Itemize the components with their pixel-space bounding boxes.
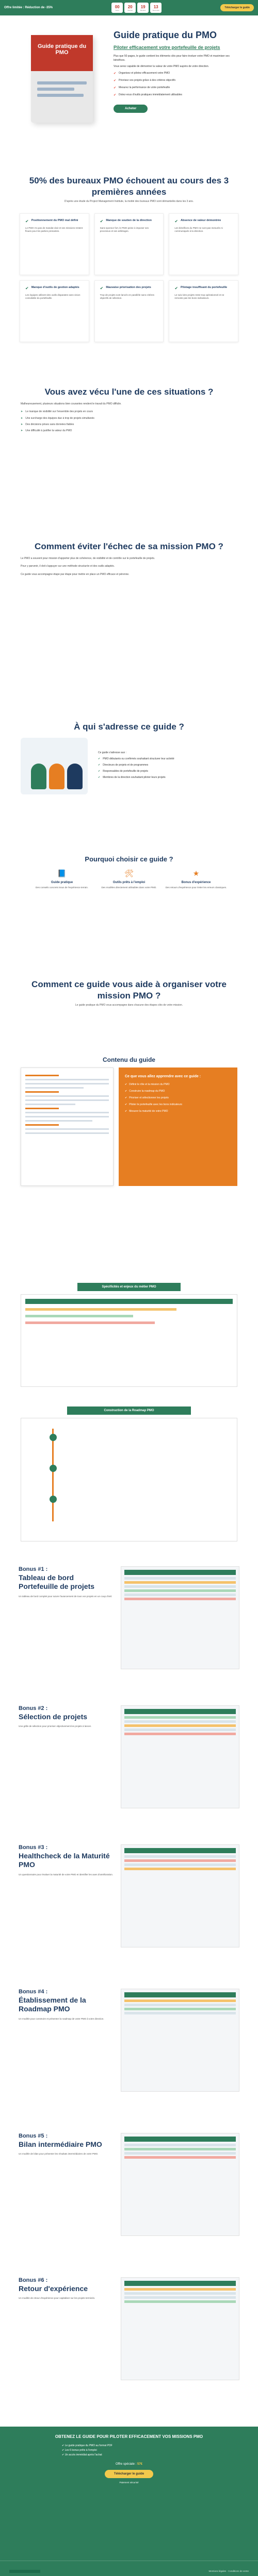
section-banner: Spécificités et enjeux du métier PMO: [77, 1283, 181, 1291]
check-icon: ✔: [98, 776, 101, 779]
bullet-item: ➤ Des décisions prises sans données fiables: [21, 422, 74, 426]
bonus-card: Bonus #4 : Établissement de la Roadmap PMO Un modèle pour construire et présenter la roadmap de votre PMO à votre direction.: [0, 1989, 258, 2133]
bonus-preview: [121, 2133, 239, 2236]
audience-item: ✔ Membres de la direction souhaitant piloter leurs projets: [98, 776, 166, 779]
reason-card: ✔ Pilotage insuffisant du portefeuille Le suivi des projets reste trop opérationnel et ne remonte pas les bons indicateurs.: [169, 280, 238, 342]
check-icon: ✔: [125, 1083, 127, 1087]
check-icon: ✔: [100, 285, 104, 291]
toc-document-preview: [21, 1067, 114, 1186]
specifics-preview: [21, 1294, 237, 1387]
check-icon: ✔: [174, 218, 179, 224]
bonus-preview: [121, 1705, 239, 1808]
final-item: ✔ Le guide pratique du PMO au format PDF: [62, 2444, 112, 2448]
roadmap-preview: [21, 1418, 237, 1541]
star-icon: ★: [192, 869, 200, 877]
buy-button[interactable]: Acheter: [114, 105, 148, 113]
bonus-card: Bonus #2 : Sélection de projets Une grille de sélection pour prioriser objectivement les projets à lancer.: [0, 1705, 258, 1844]
hero-subtitle: Piloter efficacement votre portefeuille de projets: [114, 45, 220, 50]
bonus-card: Bonus #6 : Retour d'expérience Un modèle de retour d'expérience pour capitaliser sur les projets terminés.: [0, 2277, 258, 2421]
check-icon: ✔: [98, 764, 101, 767]
book-cover-image: Guide pratique du PMO: [21, 30, 103, 143]
audience-item: ✔ PMO débutants ou confirmés souhaitant structurer leur activité: [98, 757, 174, 761]
section-banner: Construction de la Roadmap PMO: [67, 1406, 191, 1415]
tools-icon: 🛠: [124, 869, 134, 877]
check-icon: ✔: [98, 757, 101, 761]
check-item: ✔ Mesurez la performance de votre portefeuille: [114, 86, 170, 90]
arrow-icon: ➤: [21, 429, 23, 433]
situations-section: [0, 386, 258, 541]
bonus-preview: [121, 1566, 239, 1669]
failure-title: Comment éviter l'échec de sa mission PMO ?: [35, 541, 223, 551]
organize-section: [0, 979, 258, 1056]
check-icon: ✔: [25, 218, 29, 224]
final-title: OBTENEZ LE GUIDE POUR PILOTER EFFICACEMENT VOS MISSIONS PMO: [55, 2434, 203, 2439]
hero-section: [0, 15, 258, 170]
organize-sub: Le guide pratique du PMO vous accompagne dans chacune des étapes clés de votre mission.: [75, 1004, 183, 1007]
timer-minutes: 19 Minutes: [137, 3, 149, 13]
why-section: [0, 855, 258, 979]
situations-title: Vous avez vécu l'une de ces situations ?: [44, 387, 214, 397]
check-icon: ✔: [25, 285, 29, 291]
stats-sub: D'après une étude du Project Management Institute, la moitié des bureaux PMO sont démantelés dans les 3 ans.: [64, 200, 194, 204]
roadmap-section: [0, 1406, 258, 1561]
audience-section: À qui s'adresse ce guide ? Ce guide s'adresse aux : ✔ PMO débutants ou confirmés souhaitant structurer leur activité ✔ Directeurs de projets et de programmes ✔ Responsables de portefeuille de projets ✔ Membres de la direction souhaitant piloter leurs projets: [0, 721, 258, 855]
topbar-cta-button[interactable]: Télécharger le guide: [220, 4, 254, 11]
bullet-item: ➤ Le manque de visibilité sur l'ensemble des projets en cours: [21, 410, 93, 414]
reason-card: ✔ Manque de soutien de la direction Sans sponsor fort, le PMO peine à imposer ses processus et ses arbitrages.: [94, 213, 164, 275]
bullet-item: ➤ Une surcharge des équipes due à trop de projets simultanés: [21, 416, 94, 420]
timer-days: 00 Jours: [111, 3, 123, 13]
toc-highlight-panel: Ce que vous allez apprendre avec ce guide : ✔ Définir le rôle et la mission du PMO ✔ Construire la roadmap du PMO ✔ Prioriser et sélectionner les projets ✔ Piloter le portefeuille avec les bons indicateurs ✔ Mesurer la maturité de votre PMO: [119, 1067, 237, 1186]
check-icon: ✔: [125, 1103, 127, 1107]
book-icon: 📘: [57, 869, 67, 877]
check-item: ✔ Priorisez vos projets grâce à des critères objectifs: [114, 79, 176, 82]
timer-seconds: 13 Secondes: [150, 3, 162, 13]
offer-text: Offre limitée : Réduction de -35%: [4, 6, 53, 9]
final-item: ✔ Les 6 bonus prêts à l'emploi: [62, 2449, 97, 2452]
reason-card: ✔ Absence de valeur démontrée Les bénéfices du PMO ne sont pas mesurés ni communiqués à la direction.: [169, 213, 238, 275]
check-icon: ✔: [114, 87, 117, 90]
check-icon: ✔: [125, 1090, 127, 1093]
why-title: Pourquoi choisir ce guide ?: [85, 855, 173, 863]
toc-section: [0, 1056, 258, 1283]
why-col: 📘 Guide pratique Des conseils concrets issus de l'expérience terrain.: [31, 869, 93, 890]
audience-title: À qui s'adresse ce guide ?: [74, 722, 184, 732]
hero-title: Guide pratique du PMO: [114, 30, 217, 40]
final-download-button[interactable]: Télécharger le guide: [105, 2470, 153, 2478]
timer-hours: 20 Heures: [124, 3, 136, 13]
hero-checklist: [114, 72, 237, 98]
check-icon: ✔: [114, 79, 117, 82]
arrow-icon: ➤: [21, 422, 23, 426]
footer: [0, 2561, 258, 2576]
check-item: ✔ Organisez et pilotez efficacement votre PMO: [114, 72, 170, 75]
bonuses-section: [0, 1561, 258, 2427]
why-col: ★ Bonus d'expérience Des retours d'expérience pour éviter les erreurs classiques.: [165, 869, 227, 889]
bonus-preview: [121, 1844, 239, 1947]
bonus-card: Bonus #5 : Bilan intermédiaire PMO Un modèle de bilan pour présenter les résultats intermédiaires de votre PMO.: [0, 2133, 258, 2277]
check-item: ✔ Dotez-vous d'outils pratiques immédiatement utilisables: [114, 93, 182, 97]
organize-title: Comment ce guide vous aide à organiser votre mission PMO ?: [31, 979, 227, 1001]
secure-payment-note: Paiement sécurisé: [119, 2481, 139, 2484]
footer-links[interactable]: Mentions légales · Conditions de vente: [208, 2570, 249, 2572]
countdown-timer: [111, 3, 162, 13]
situations-intro: Malheureusement, plusieurs situations bien courantes rendent le travail du PMO difficile.: [21, 402, 122, 406]
arrow-icon: ➤: [21, 416, 23, 420]
check-icon: ✔: [125, 1096, 127, 1100]
reason-card: ✔ Manque d'outils de gestion adaptés Les équipes utilisent des outils disparates sans vision consolidée du portefeuille.: [20, 280, 89, 342]
check-icon: ✔: [174, 285, 179, 291]
bullet-item: ➤ Une difficulté à justifier la valeur du PMO: [21, 429, 72, 433]
audience-item: ✔ Responsables de portefeuille de projets: [98, 770, 149, 773]
check-icon: ✔: [100, 218, 104, 224]
stats-title: 50% des bureaux PMO échouent au cours des 3 premières années: [29, 176, 229, 197]
check-icon: ✔: [62, 2453, 65, 2457]
bonus-preview: [121, 2277, 239, 2380]
bonus-preview: [121, 1989, 239, 2092]
reason-card: ✔ Positionnement du PMO mal défini Le PMO n'a pas de mandat clair et ses missions restent floues pour les parties prenantes.: [20, 213, 89, 275]
bonus-card: Bonus #1 : Tableau de bord Portefeuille de projets Un tableau de bord complet pour suivre l'avancement de tous vos projets en un coup d'œil.: [0, 1566, 258, 1705]
final-item: ✔ Un accès immédiat après l'achat: [62, 2453, 102, 2457]
why-col: 🛠 Outils prêts à l'emploi Des modèles directement utilisables dans votre PMO.: [98, 869, 160, 890]
hero-paragraph: Plus que 50 pages, le guide contient les éléments clés pour faire évoluer votre PMO et maximiser ses bénéfices.: [114, 55, 230, 62]
toc-title: Contenu du guide: [103, 1056, 155, 1063]
hero-paragraph: Vous serez capable de démontrer la valeur de votre PMO auprès de votre direction.: [114, 65, 209, 68]
final-list: [62, 2444, 196, 2458]
check-icon: ✔: [114, 94, 117, 97]
arrow-icon: ➤: [21, 410, 23, 414]
stats-section: [0, 170, 258, 386]
specifics-section: [0, 1283, 258, 1406]
bonus-card: Bonus #3 : Healthcheck de la Maturité PMO Un questionnaire pour évaluer la maturité de votre PMO et identifier les axes d'amélioration.: [0, 1844, 258, 1989]
check-icon: ✔: [62, 2449, 65, 2452]
reason-card: ✔ Mauvaise priorisation des projets Trop de projets sont lancés en parallèle sans critères objectifs de sélection.: [94, 280, 164, 342]
final-cta-section: [0, 2427, 258, 2561]
footer-logo: [9, 2570, 40, 2573]
offer-topbar: [0, 0, 258, 15]
check-icon: ✔: [98, 770, 101, 773]
price-line: Offre spéciale : 57€: [116, 2463, 142, 2466]
check-icon: ✔: [114, 72, 117, 75]
failure-section: Comment éviter l'échec de sa mission PMO ? Le PMO a souvent pour mission d'apporter plus de cohérence, de visibilité et de contrôle sur le portefeuille de projets. Pour y parvenir, il doit s'appuyer sur une méthode structurée et des outils adaptés. Ce guide vous accompagne étape par étape pour mettre en place un PMO efficace et pérenne.: [0, 541, 258, 721]
check-icon: ✔: [62, 2444, 65, 2448]
audience-item: ✔ Directeurs de projets et de programmes: [98, 764, 149, 767]
team-illustration: [21, 738, 88, 794]
check-icon: ✔: [125, 1110, 127, 1113]
